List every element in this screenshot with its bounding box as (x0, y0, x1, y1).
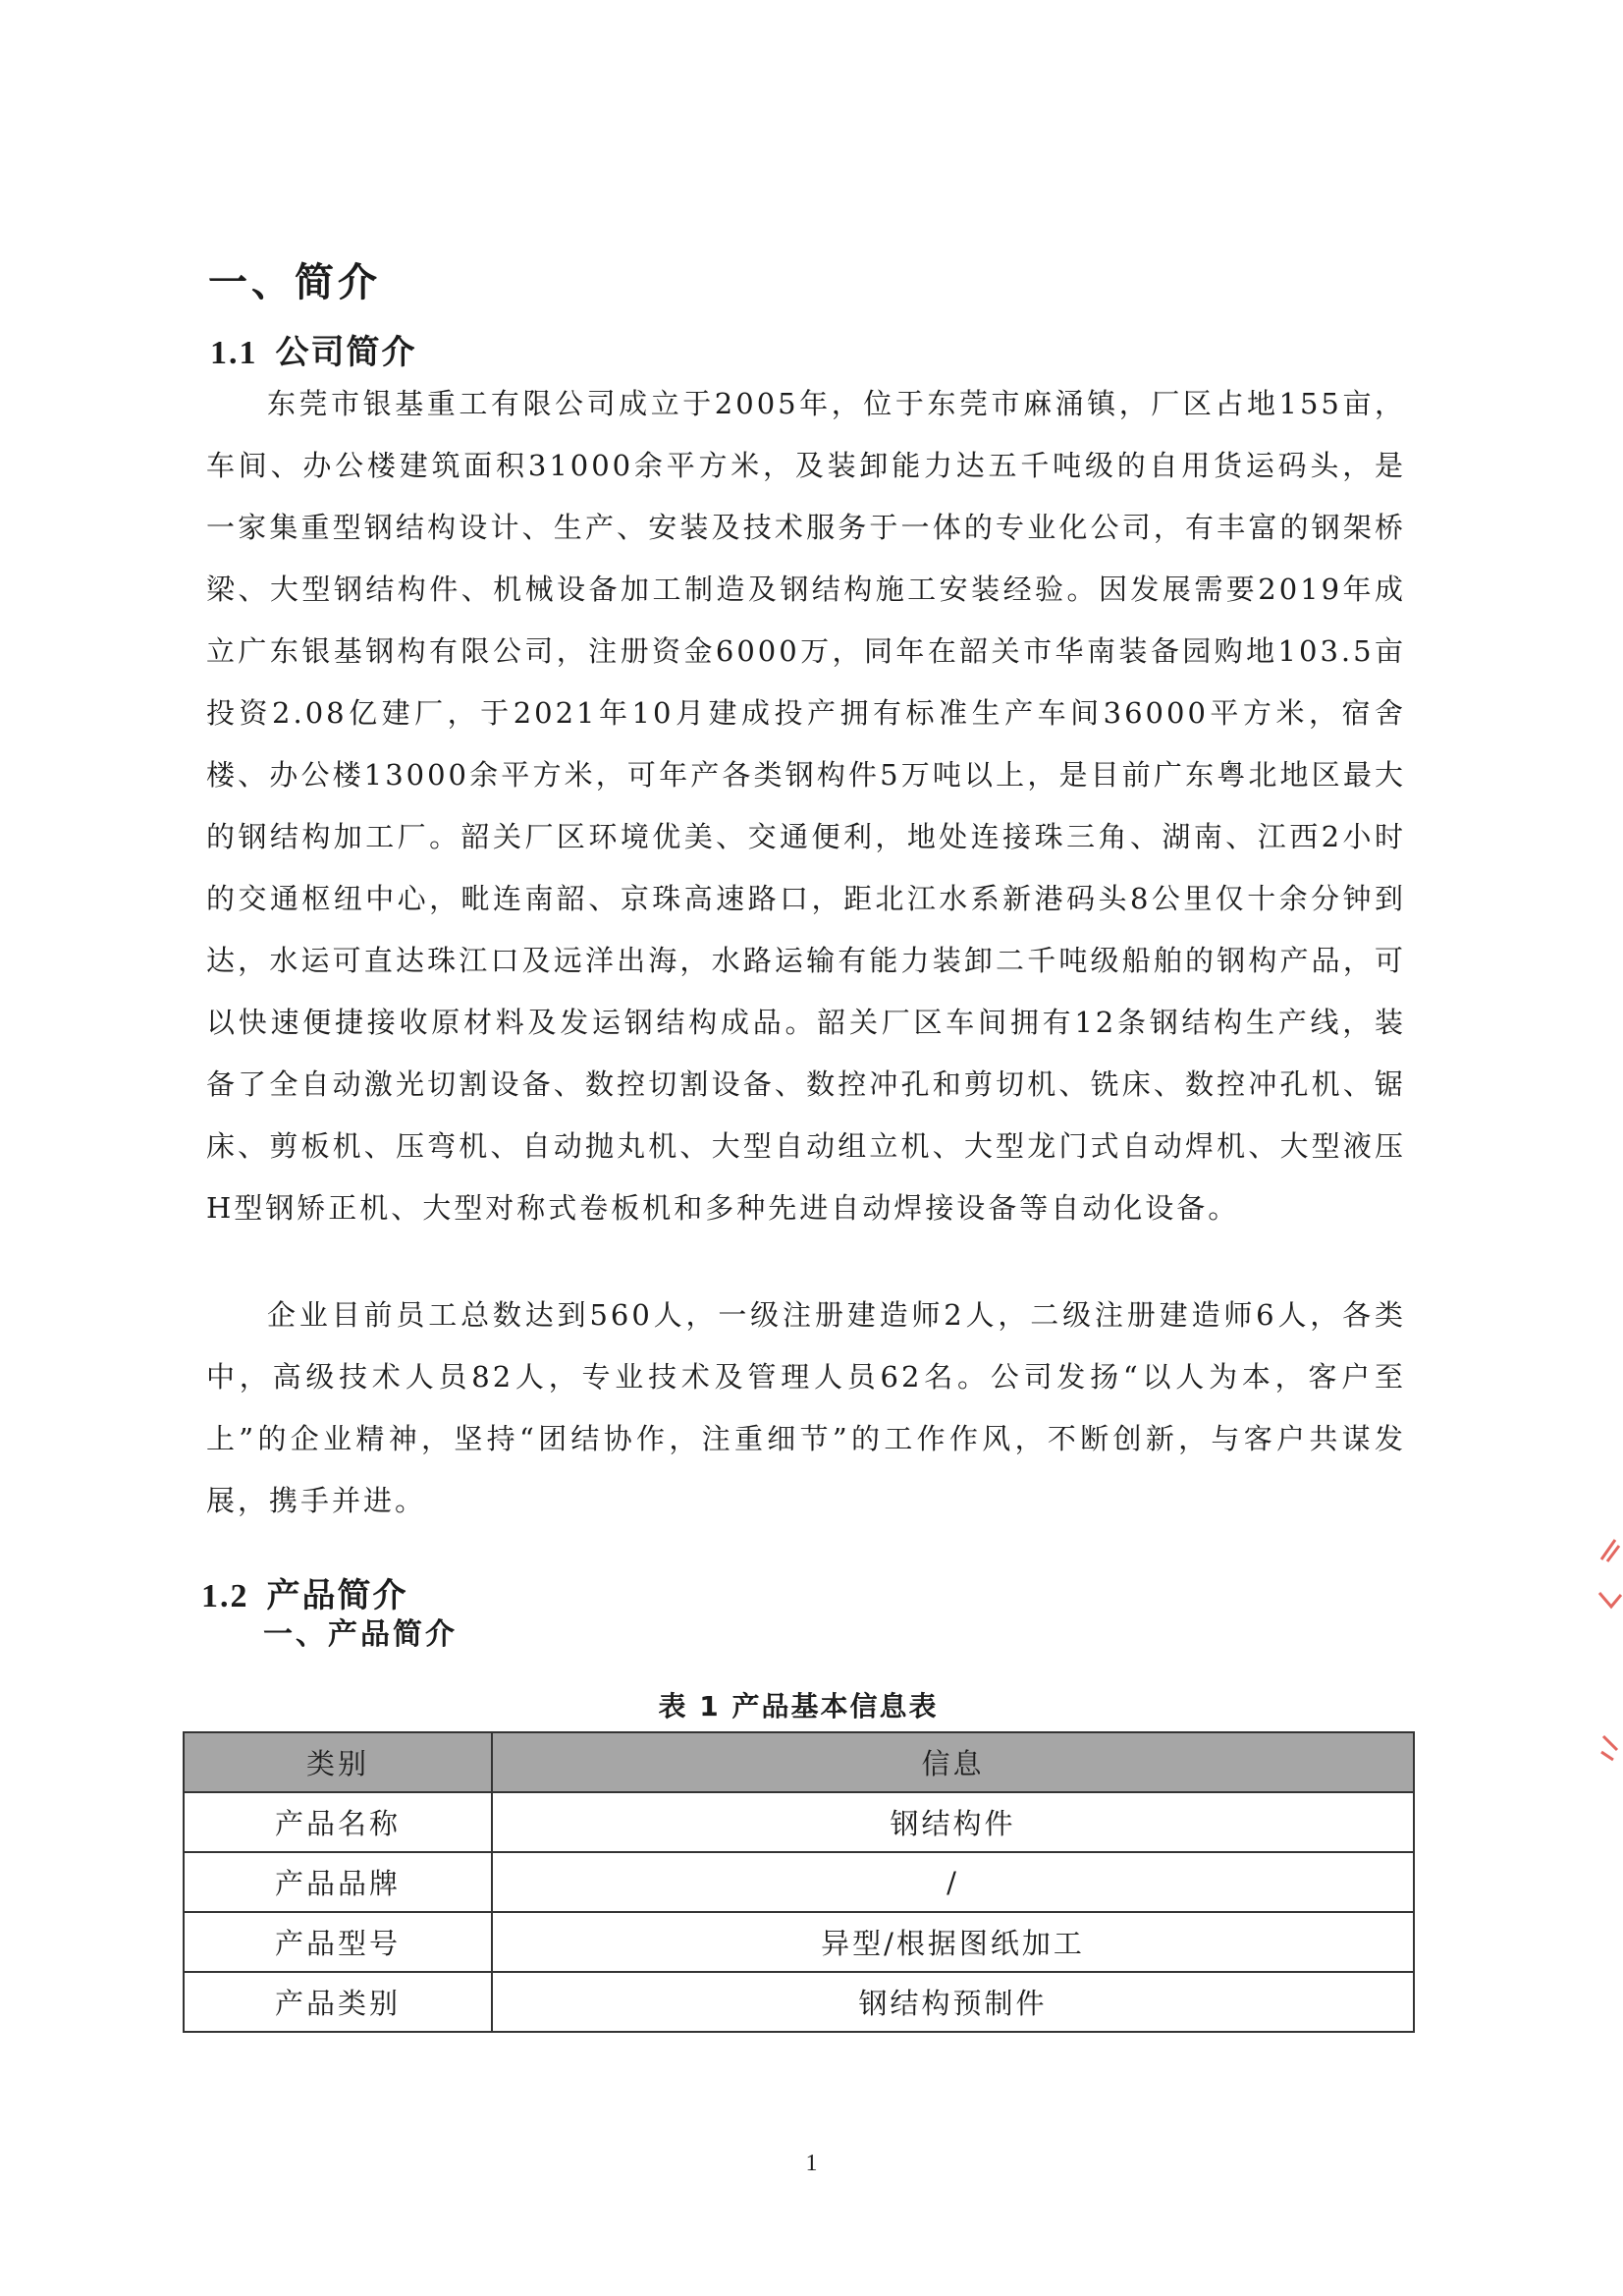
section-heading: 一、简介 (208, 260, 381, 305)
page-number: 1 (805, 2151, 818, 2176)
row-label: 产品型号 (184, 1912, 492, 1972)
staff-paragraph: 企业目前员工总数达到560人，一级注册建造师2人，二级注册建造师6人，各类中，高级技术人员82人，专业技术及管理人员62名。公司发扬“以人为本，客户至上”的企业精神，坚持“团结协作，注重细节”的工作作风，不断创新，与客户共谋发展，携手并进。 (206, 1298, 1406, 1517)
table-header-row (184, 1732, 1414, 1792)
table-caption: 表 1 产品基本信息表 (658, 1690, 939, 1722)
row-value: 异型/根据图纸加工 (492, 1912, 1414, 1972)
row-value: 钢结构预制件 (492, 1972, 1414, 2032)
company-heading-number: 1.1 (210, 335, 258, 371)
product-heading-title: 产品简介 (266, 1576, 408, 1615)
header-info: 信息 (492, 1732, 1414, 1792)
company-heading-title: 公司简介 (275, 333, 417, 372)
product-heading-number: 1.2 (201, 1578, 249, 1614)
company-intro-paragraph: 东莞市银基重工有限公司成立于2005年，位于东莞市麻涌镇，厂区占地155亩，车间、办公楼建筑面积31000余平方米，及装卸能力达五千吨级的自用货运码头，是一家集重型钢结构设计、生产、安装及技术服务于一体的专业化公司，有丰富的钢架桥梁、大型钢结构件、机械设备加工制造及钢结构施工安装经验。因发展需要2019年成立广东银基钢构有限公司，注册资金6000万，同年在韶关市华南装备园购地103.5亩投资2.08亿建厂，于2021年10月建成投产拥有标准生产车间36000平方米，宿舍楼、办公楼13000余平方米，可年产各类钢构件5万吨以上，是目前广东粤北地区最大的钢结构加工厂。韶关厂区环境优美、交通便利，地处连接珠三角、湖南、江西2小时的交通枢纽中心，毗连南韶、京珠高速路口，距北江水系新港码头8公里仅十余分钟到达，水运可直达珠江口及远洋出海，水路运输有能力装卸二千吨级船舶的钢构产品，可以快速便捷接收原材料及发运钢结构成品。韶关厂区车间拥有12条钢结构生产线，装备了全自动激光切割设备、数控切割设备、数控冲孔和剪切机、铣床、数控冲孔机、锯床、剪板机、压弯机、自动抛丸机、大型自动组立机、大型龙门式自动焊机、大型液压H型钢矫正机、大型对称式卷板机和多种先进自动焊接设备等自动化设备。 (206, 387, 1406, 1225)
company-heading (210, 328, 417, 378)
header-category: 类别 (184, 1732, 492, 1792)
table-row (184, 1852, 1414, 1912)
row-label: 产品品牌 (184, 1852, 492, 1912)
stamp-fragment-icon (1594, 1730, 1623, 1764)
row-value: 钢结构件 (492, 1792, 1414, 1852)
table-row (184, 1792, 1414, 1852)
stamp-fragment-icon (1594, 1532, 1623, 1565)
product-subheading: 一、产品简介 (263, 1617, 458, 1652)
row-label: 产品名称 (184, 1792, 492, 1852)
row-value: / (492, 1852, 1414, 1912)
product-info-table (183, 1731, 1415, 2033)
row-label: 产品类别 (184, 1972, 492, 2032)
table-row (184, 1912, 1414, 1972)
stamp-fragment-icon (1594, 1583, 1623, 1616)
table-row (184, 1972, 1414, 2032)
